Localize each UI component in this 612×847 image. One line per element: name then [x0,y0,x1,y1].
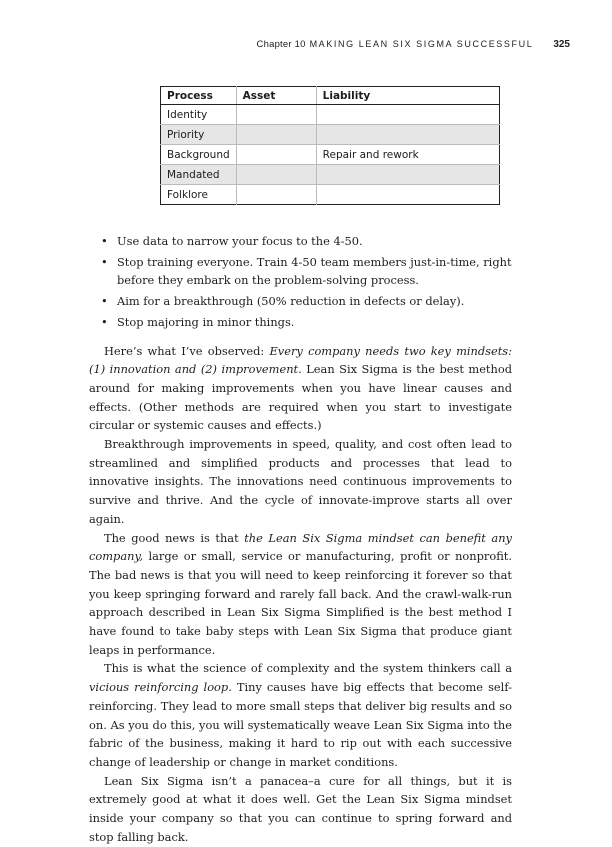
bullet-text: Use data to narrow your focus to the 4-50. [117,234,363,248]
page-number: 325 [553,39,570,50]
column-header-liability: Liability [316,87,499,105]
section-title: MAKING LEAN SIX SIGMA SUCCESSFUL [309,39,534,49]
paragraph: Lean Six Sigma isn’t a panacea–a cure for all things, but it is extremely good at what it does well. Get the Lean Six Sigma mindset inside your company so that you can continue to spring forward and stop falling back. [89,773,512,844]
list-item [101,313,512,332]
cell-asset [236,125,316,145]
bullet-text: Stop majoring in minor things. [117,314,295,329]
paragraph-text: Lean Six Sigma is the best method around for making improvements when you have linear causes and effects. (Other methods are required when you start to investigate circular or systemic causes and effects.) [89,362,512,433]
column-header-asset: Asset [236,87,316,105]
chapter-label: Chapter 10 [256,39,306,50]
paragraph [89,342,512,436]
bullet-icon: • [101,254,108,269]
cell-asset [236,105,316,125]
cell-process: Background [161,145,237,165]
table-row [161,165,500,185]
paragraph-text: large or small, service or manufacturing, profit or nonprofit. The bad news is that you will need to keep reinforcing it forever so that you keep springing forward and rarely fall back. And the crawl-walk-run approach described in Lean Six Sigma Simplified is the best method I have found to take baby steps with Lean Six Sigma that produce giant leaps in performance. [89,549,512,657]
bullet-icon: • [101,294,108,309]
list-item [101,253,512,290]
table-header-row [161,87,500,105]
cell-process: Folklore [161,185,237,205]
paragraph [89,529,512,660]
list-item [101,232,512,251]
cell-asset [236,145,316,165]
bullet-list [89,232,512,332]
process-asset-liability-table [160,86,500,205]
paragraph-text: . Tiny causes have big effects that become self-reinforcing. They lead to more small steps that deliver big results and so on. As you do this, you will systematically weave Lean Six Sigma into the fabric of the business, making it hard to rip out with each successive change of leadership or change in market conditions. [89,680,512,769]
emphasis-text: the Lean Six Sigma mindset can benefit any company, [89,530,512,564]
table-row [161,185,500,205]
cell-liability [316,105,499,125]
table-row [161,125,500,145]
list-item [101,292,512,311]
cell-liability [316,125,499,145]
cell-liability [316,185,499,205]
paragraph-text: The good news is that [104,530,245,545]
paragraph [89,659,512,771]
paragraph-text: This is what the science of complexity and the system thinkers call a [104,661,512,676]
cell-liability [316,165,499,185]
bullet-text: Stop training everyone. Train 4-50 team members just-in-time, right before they embark on the problem-solving process. [117,254,512,288]
bullet-text: Aim for a breakthrough (50% reduction in defects or delay). [117,294,465,309]
cell-process: Identity [161,105,237,125]
table-row [161,145,500,165]
cell-asset [236,165,316,185]
paragraph: Breakthrough improvements in speed, quality, and cost often lead to streamlined and simplified products and processes that lead to innovative insights. The innovations need continuous improvements to survive and thrive. And the cycle of innovate-improve starts all over again. [89,437,512,526]
cell-process: Priority [161,125,237,145]
cell-process: Mandated [161,165,237,185]
body-text [89,232,512,847]
cell-asset [236,185,316,205]
running-header [257,39,570,50]
bullet-icon: • [101,314,108,329]
column-header-process: Process [161,87,237,105]
bullet-icon: • [101,234,108,248]
emphasis-text: Every company needs two key mindsets: (1) innovation and (2) improvement. [89,343,512,377]
cell-liability: Repair and rework [316,145,499,165]
emphasis-text: vicious reinforcing loop [89,680,229,695]
table-row [161,105,500,125]
paragraph-text: Here’s what I’ve observed: [104,343,270,358]
